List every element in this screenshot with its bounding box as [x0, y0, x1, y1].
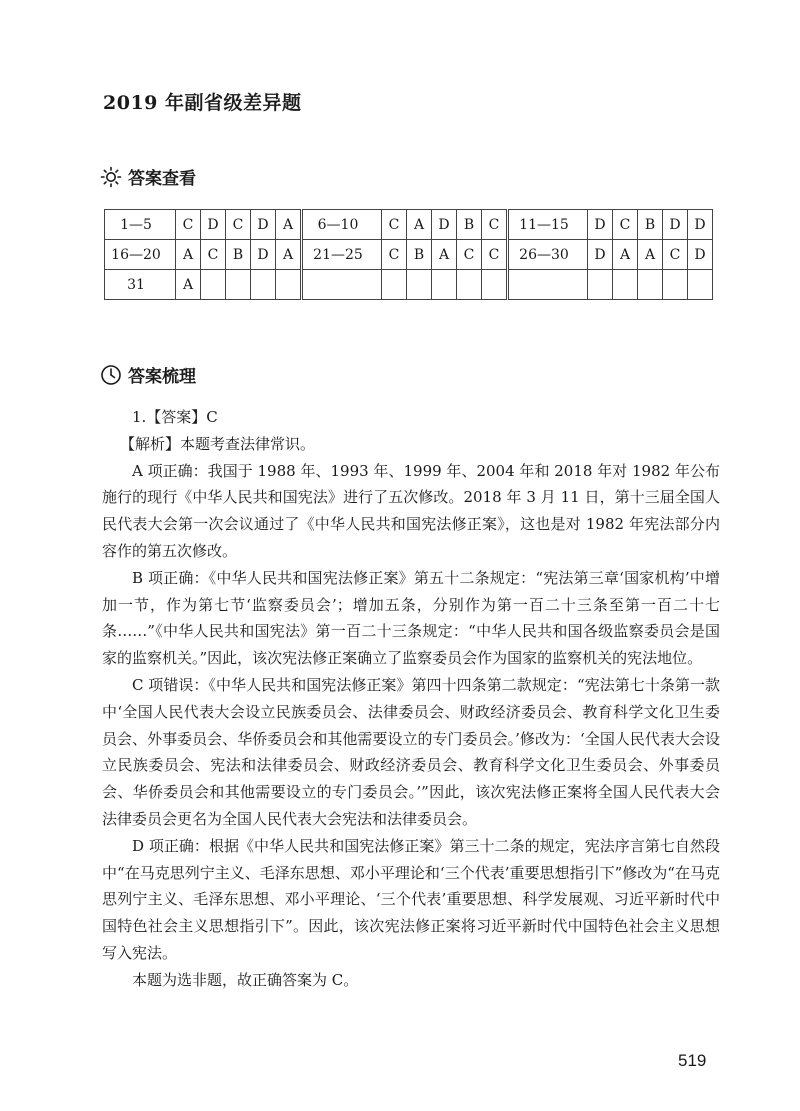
answer-cell: B [407, 240, 432, 270]
clock-icon [100, 364, 122, 386]
answer-cell [613, 270, 638, 300]
answer-cell: D [663, 210, 688, 240]
answer-cell: D [201, 210, 226, 240]
answer-range [508, 270, 588, 300]
answer-cell: C [482, 240, 508, 270]
answer-cell: D [251, 210, 276, 240]
answer-line: 1.【答案】C [132, 408, 218, 426]
answer-cell: D [251, 240, 276, 270]
answer-cell: C [226, 210, 251, 240]
answer-cell: A [176, 270, 201, 300]
answer-cell: A [613, 240, 638, 270]
paragraph-d: D 项正确：根据《中华人民共和国宪法修正案》第三十二条的规定，宪法序言第七自然段中“在马克思列宁主义、毛泽东思想、邓小平理论和‘三个代表’重要思想指引下”修改为“在马克思列宁主义、毛泽东思想、邓小平理论、‘三个代表’重要思想、科学发展观、习近平新时代中国特色社会主义思想指引下”。因此，该次宪法修正案将习近平新时代中国特色社会主义思想写入宪法。 [102, 836, 720, 962]
answer-cell: A [276, 210, 302, 240]
answer-range: 26—30 [508, 240, 588, 270]
answer-cell: C [176, 210, 201, 240]
answer-cell: C [613, 210, 638, 240]
answer-cell: C [382, 210, 407, 240]
answer-cell [407, 270, 432, 300]
answer-range: 6—10 [302, 210, 382, 240]
answer-cell: D [432, 210, 457, 240]
answer-cell: B [226, 240, 251, 270]
answer-row [105, 210, 713, 240]
paragraph-c: C 项错误：《中华人民共和国宪法修正案》第四十四条第二款规定：“宪法第七十条第一款中‘全国人民代表大会设立民族委员会、法律委员会、财政经济委员会、教育科学文化卫生委员会、外事委员会、华侨委员会和其他需要设立的专门委员会。’修改为：‘全国人民代表大会设立民族委员会、宪法和法律委员会、财政经济委员会、教育科学文化卫生委员会、外事委员会、华侨委员会和其他需要设立的专门委员会。’”因此，该次宪法修正案将全国人民代表大会法律委员会更名为全国人民代表大会宪法和法律委员会。 [102, 675, 720, 828]
answer-range: 11—15 [508, 210, 588, 240]
answer-cell [382, 270, 407, 300]
answer-cell: D [688, 210, 713, 240]
paragraph-a: A 项正确：我国于 1988 年、1993 年、1999 年、2004 年和 2018 年对 1982 年公布施行的现行《中华人民共和国宪法》进行了五次修改。2018 年 3 月 11 日，第十三届全国人民代表大会第一次会议通过了《中华人民共和国宪法修正案》，这也是对 1982 年宪法部分内容作的第五次修改。 [102, 461, 720, 560]
answer-cell [663, 270, 688, 300]
answer-cell: D [688, 240, 713, 270]
answer-cell: A [276, 240, 302, 270]
answer-cell [276, 270, 302, 300]
answer-cell [251, 270, 276, 300]
answer-cell: D [588, 240, 613, 270]
answers-section-heading [100, 164, 196, 189]
answer-cell: B [638, 210, 663, 240]
answer-cell [432, 270, 457, 300]
answer-cell: C [457, 240, 482, 270]
answer-cell [638, 270, 663, 300]
page-title: 2019 年副省级差异题 [103, 92, 302, 114]
answer-cell: A [407, 210, 432, 240]
answer-row [105, 240, 713, 270]
answer-cell: C [382, 240, 407, 270]
answer-cell: B [457, 210, 482, 240]
paragraph-conclusion: 本题为选非题，故正确答案为 C。 [132, 970, 359, 989]
analysis-section-heading [100, 362, 196, 387]
answer-range: 31 [105, 270, 176, 300]
sun-icon [100, 166, 122, 188]
answer-range: 16—20 [105, 240, 176, 270]
answer-cell: C [482, 210, 508, 240]
answer-range: 21—25 [302, 240, 382, 270]
answer-cell [482, 270, 508, 300]
answer-cell: C [663, 240, 688, 270]
answer-cell: A [176, 240, 201, 270]
analysis-line: 【解析】本题考查法律常识。 [120, 434, 316, 453]
analysis-section-label: 答案梳理 [128, 367, 196, 387]
answer-cell: C [201, 240, 226, 270]
answer-cell [226, 270, 251, 300]
answer-cell [201, 270, 226, 300]
answer-table [104, 209, 713, 300]
answer-cell [588, 270, 613, 300]
paragraph-b: B 项正确：《中华人民共和国宪法修正案》第五十二条规定：“宪法第三章‘国家机构’中增加一节，作为第七节‘监察委员会’；增加五条，分别作为第一百二十三条至第一百二十七条……”《中华人民共和国宪法》第一百二十三条规定：“中华人民共和国各级监察委员会是国家的监察机关。”因此，该次宪法修正案确立了监察委员会作为国家的监察机关的宪法地位。 [102, 568, 720, 668]
answer-range [302, 270, 382, 300]
answer-row [105, 270, 713, 300]
answer-cell [457, 270, 482, 300]
answer-cell: A [432, 240, 457, 270]
answer-cell [688, 270, 713, 300]
answer-cell: D [588, 210, 613, 240]
answer-range: 1—5 [105, 210, 176, 240]
analysis-body [102, 404, 720, 994]
answers-section-label: 答案查看 [128, 169, 196, 189]
answer-cell: A [638, 240, 663, 270]
page-number: 519 [678, 1051, 707, 1070]
